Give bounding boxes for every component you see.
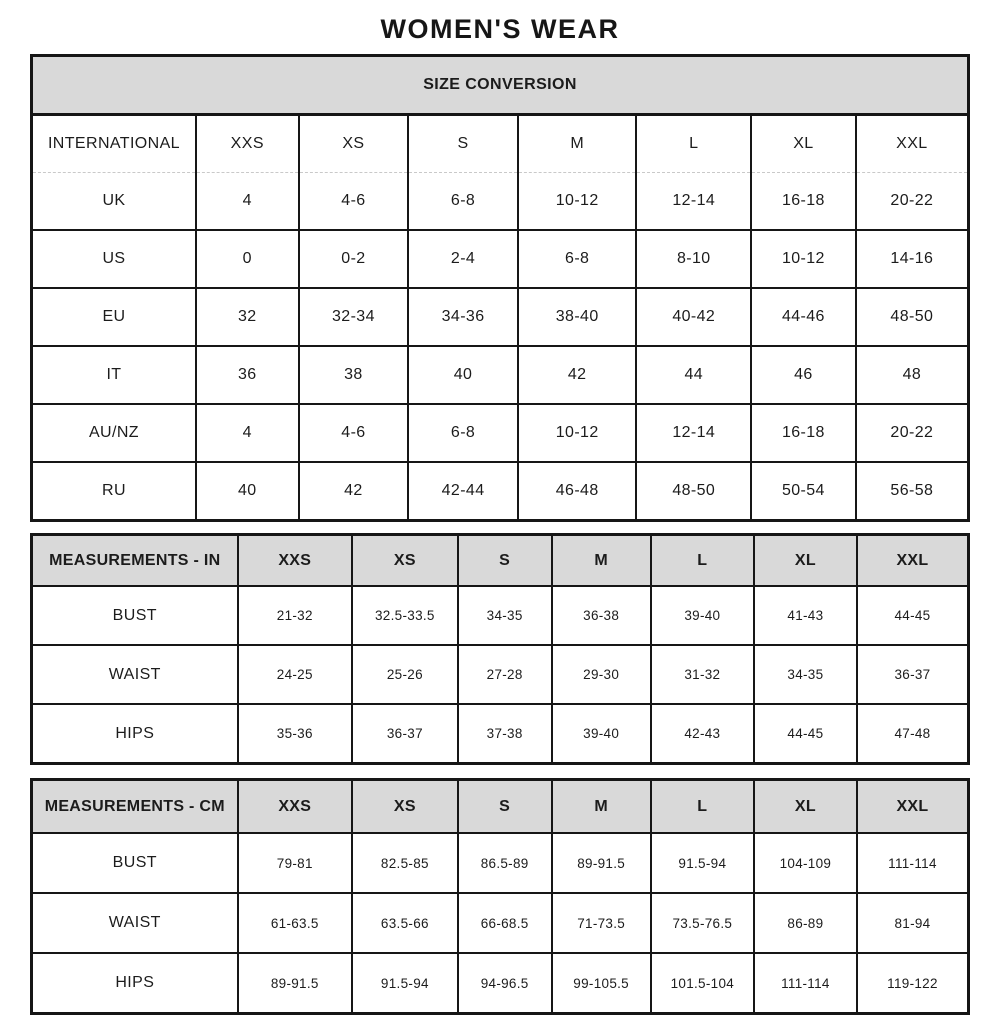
value-cell: 56-58: [856, 462, 969, 521]
value-cell: 40: [408, 346, 518, 404]
column-header: XS: [352, 780, 458, 834]
value-cell: 10-12: [751, 230, 856, 288]
size-conversion-body: [32, 173, 969, 521]
measurements-cm-body: [32, 833, 969, 1014]
value-cell: 27-28: [458, 645, 552, 704]
value-cell: 42: [518, 346, 637, 404]
column-header: XS: [352, 535, 458, 587]
column-header: XXS: [238, 780, 352, 834]
measurements-cm-table: [30, 778, 970, 1015]
value-cell: 86.5-89: [458, 833, 552, 893]
value-cell: 37-38: [458, 704, 552, 764]
measurements-in-header: [32, 535, 969, 587]
column-header-row: [32, 780, 969, 834]
value-cell: 111-114: [857, 833, 969, 893]
table-row: [32, 288, 969, 346]
value-cell: 34-35: [458, 586, 552, 645]
measurements-cm-header: [32, 780, 969, 834]
column-header: L: [651, 535, 754, 587]
column-header-row: [32, 535, 969, 587]
row-label: AU/NZ: [32, 404, 196, 462]
value-cell: 39-40: [651, 586, 754, 645]
corner-header: INTERNATIONAL: [32, 115, 196, 173]
value-cell: 16-18: [751, 173, 856, 231]
value-cell: 0-2: [299, 230, 409, 288]
value-cell: 82.5-85: [352, 833, 458, 893]
value-cell: 20-22: [856, 404, 969, 462]
row-label: HIPS: [32, 953, 238, 1014]
value-cell: 29-30: [552, 645, 651, 704]
column-header: S: [408, 115, 518, 173]
value-cell: 6-8: [518, 230, 637, 288]
value-cell: 36-38: [552, 586, 651, 645]
column-header: L: [651, 780, 754, 834]
value-cell: 4: [196, 404, 299, 462]
page-title: WOMEN'S WEAR: [380, 14, 620, 44]
value-cell: 44-45: [754, 704, 857, 764]
value-cell: 89-91.5: [552, 833, 651, 893]
value-cell: 24-25: [238, 645, 352, 704]
value-cell: 42: [299, 462, 409, 521]
row-label: BUST: [32, 833, 238, 893]
value-cell: 40: [196, 462, 299, 521]
row-label: UK: [32, 173, 196, 231]
value-cell: 61-63.5: [238, 893, 352, 953]
table-row: [32, 346, 969, 404]
value-cell: 25-26: [352, 645, 458, 704]
corner-header: MEASUREMENTS - IN: [32, 535, 238, 587]
value-cell: 44-46: [751, 288, 856, 346]
value-cell: 20-22: [856, 173, 969, 231]
measurements-in-body: [32, 586, 969, 764]
value-cell: 119-122: [857, 953, 969, 1014]
value-cell: 4-6: [299, 404, 409, 462]
column-header-row: [32, 115, 969, 173]
size-conversion-header: [32, 56, 969, 173]
table-row: [32, 953, 969, 1014]
value-cell: 16-18: [751, 404, 856, 462]
value-cell: 32: [196, 288, 299, 346]
value-cell: 31-32: [651, 645, 754, 704]
row-label: WAIST: [32, 645, 238, 704]
value-cell: 91.5-94: [651, 833, 754, 893]
value-cell: 10-12: [518, 173, 637, 231]
table-row: [32, 645, 969, 704]
value-cell: 14-16: [856, 230, 969, 288]
value-cell: 0: [196, 230, 299, 288]
value-cell: 71-73.5: [552, 893, 651, 953]
value-cell: 35-36: [238, 704, 352, 764]
value-cell: 50-54: [751, 462, 856, 521]
value-cell: 34-36: [408, 288, 518, 346]
value-cell: 111-114: [754, 953, 857, 1014]
value-cell: 32-34: [299, 288, 409, 346]
column-header: XS: [299, 115, 409, 173]
column-header: XL: [751, 115, 856, 173]
table-banner: SIZE CONVERSION: [32, 56, 969, 115]
table-row: [32, 586, 969, 645]
value-cell: 36: [196, 346, 299, 404]
row-label: US: [32, 230, 196, 288]
table-row: [32, 230, 969, 288]
column-header: M: [552, 535, 651, 587]
value-cell: 48: [856, 346, 969, 404]
value-cell: 48-50: [636, 462, 751, 521]
value-cell: 66-68.5: [458, 893, 552, 953]
column-header: S: [458, 535, 552, 587]
value-cell: 10-12: [518, 404, 637, 462]
value-cell: 8-10: [636, 230, 751, 288]
row-label: HIPS: [32, 704, 238, 764]
value-cell: 36-37: [352, 704, 458, 764]
value-cell: 4-6: [299, 173, 409, 231]
value-cell: 6-8: [408, 173, 518, 231]
value-cell: 46: [751, 346, 856, 404]
banner-row: [32, 56, 969, 115]
row-label: IT: [32, 346, 196, 404]
column-header: L: [636, 115, 751, 173]
value-cell: 38: [299, 346, 409, 404]
value-cell: 44: [636, 346, 751, 404]
table-row: [32, 893, 969, 953]
column-header: XXS: [196, 115, 299, 173]
value-cell: 32.5-33.5: [352, 586, 458, 645]
value-cell: 12-14: [636, 173, 751, 231]
column-header: XXL: [857, 535, 969, 587]
table-row: [32, 833, 969, 893]
column-header: XL: [754, 535, 857, 587]
value-cell: 39-40: [552, 704, 651, 764]
corner-header: MEASUREMENTS - CM: [32, 780, 238, 834]
value-cell: 89-91.5: [238, 953, 352, 1014]
value-cell: 38-40: [518, 288, 637, 346]
value-cell: 81-94: [857, 893, 969, 953]
row-label: RU: [32, 462, 196, 521]
table-row: [32, 462, 969, 521]
table-row: [32, 704, 969, 764]
value-cell: 86-89: [754, 893, 857, 953]
value-cell: 47-48: [857, 704, 969, 764]
value-cell: 4: [196, 173, 299, 231]
value-cell: 101.5-104: [651, 953, 754, 1014]
value-cell: 42-43: [651, 704, 754, 764]
value-cell: 79-81: [238, 833, 352, 893]
measurements-in-table: [30, 533, 970, 765]
value-cell: 46-48: [518, 462, 637, 521]
value-cell: 41-43: [754, 586, 857, 645]
value-cell: 44-45: [857, 586, 969, 645]
value-cell: 36-37: [857, 645, 969, 704]
value-cell: 99-105.5: [552, 953, 651, 1014]
table-row: [32, 173, 969, 231]
value-cell: 12-14: [636, 404, 751, 462]
value-cell: 73.5-76.5: [651, 893, 754, 953]
size-conversion-table: [30, 54, 970, 522]
value-cell: 6-8: [408, 404, 518, 462]
row-label: EU: [32, 288, 196, 346]
value-cell: 91.5-94: [352, 953, 458, 1014]
value-cell: 104-109: [754, 833, 857, 893]
value-cell: 40-42: [636, 288, 751, 346]
column-header: M: [552, 780, 651, 834]
value-cell: 48-50: [856, 288, 969, 346]
value-cell: 94-96.5: [458, 953, 552, 1014]
value-cell: 2-4: [408, 230, 518, 288]
column-header: XXL: [857, 780, 969, 834]
column-header: XXL: [856, 115, 969, 173]
value-cell: 34-35: [754, 645, 857, 704]
table-row: [32, 404, 969, 462]
row-label: BUST: [32, 586, 238, 645]
column-header: XXS: [238, 535, 352, 587]
value-cell: 42-44: [408, 462, 518, 521]
row-label: WAIST: [32, 893, 238, 953]
value-cell: 21-32: [238, 586, 352, 645]
column-header: XL: [754, 780, 857, 834]
column-header: S: [458, 780, 552, 834]
column-header: M: [518, 115, 637, 173]
value-cell: 63.5-66: [352, 893, 458, 953]
